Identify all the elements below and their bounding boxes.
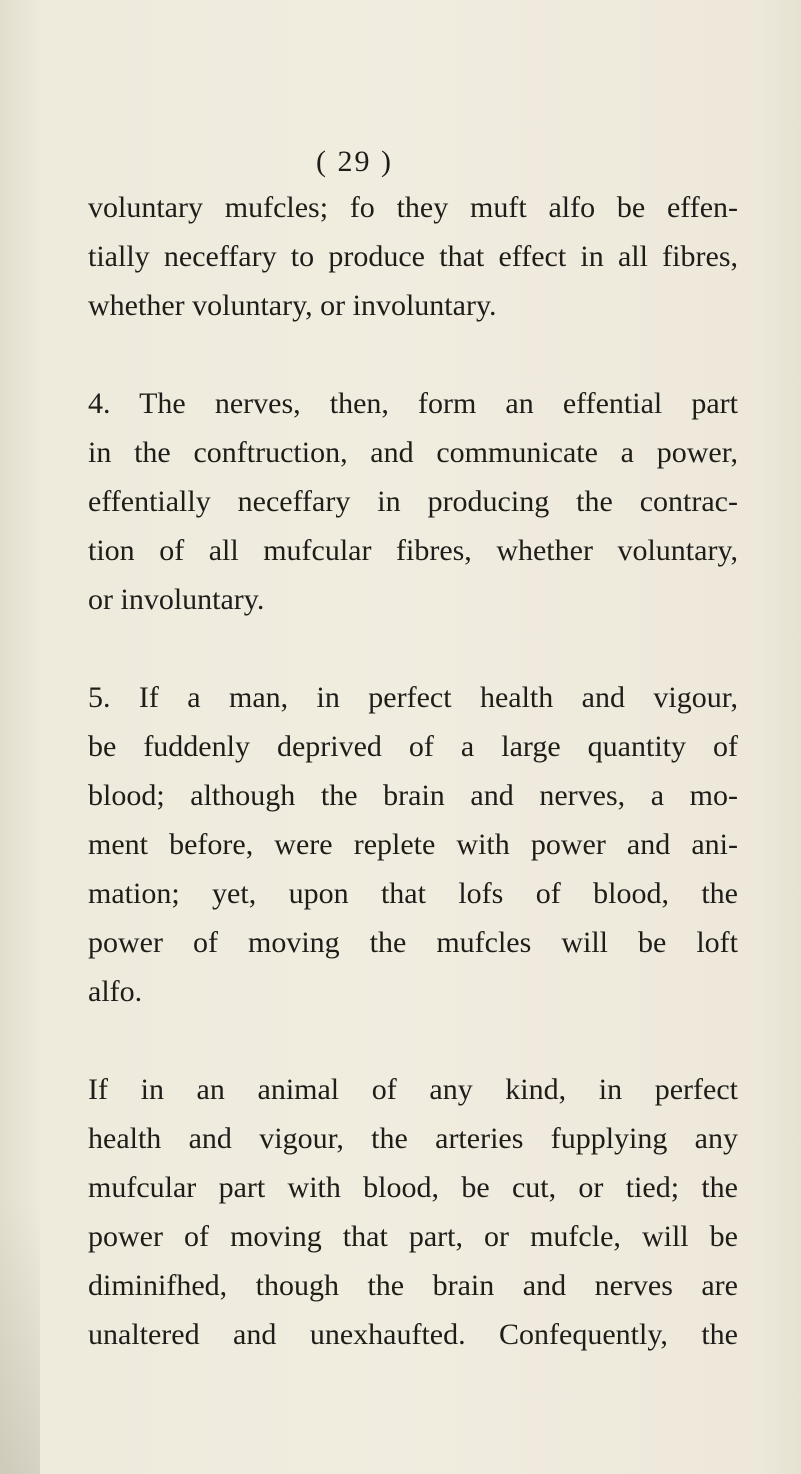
text-line: ment before, were replete with power and ani- [88, 828, 738, 861]
text-line: tially neceffary to produce that effect in all fibres, [88, 240, 738, 273]
text-line: mation; yet, upon that lofs of blood, the [88, 877, 738, 910]
text-line: whether voluntary, or involuntary. [88, 289, 497, 322]
text-line: health and vigour, the arteries fupplying any [88, 1122, 738, 1155]
text-line: be fuddenly deprived of a large quantity of [88, 730, 738, 763]
paragraph [88, 183, 738, 330]
text-line: voluntary mufcles; fo they muft alfo be effen- [88, 191, 738, 224]
paragraph [88, 673, 738, 1016]
text-line: blood; although the brain and nerves, a mo- [88, 779, 738, 812]
text-line: diminifhed, though the brain and nerves are [88, 1269, 738, 1302]
page-shadow [0, 1200, 40, 1474]
text-line: effentially neceffary in producing the contrac- [88, 485, 738, 518]
text-line: power of moving that part, or mufcle, will be [88, 1220, 738, 1253]
text-line: or involuntary. [88, 583, 265, 616]
paragraph-gap [88, 330, 738, 379]
paragraph [88, 1065, 738, 1359]
text-line: 5. If a man, in perfect health and vigour, [88, 681, 738, 714]
text-line: in the conftruction, and communicate a power, [88, 436, 738, 469]
text-line: alfo. [88, 975, 143, 1008]
paragraph-gap [88, 1016, 738, 1065]
text-line: power of moving the mufcles will be loft [88, 926, 738, 959]
paragraph [88, 379, 738, 624]
body-text [88, 183, 738, 1359]
text-line: unaltered and unexhaufted. Confequently, the [88, 1318, 738, 1351]
page-number: ( 29 ) [316, 145, 393, 178]
text-line: If in an animal of any kind, in perfect [88, 1073, 738, 1106]
text-line: mufcular part with blood, be cut, or tied; the [88, 1171, 738, 1204]
text-line: 4. The nerves, then, form an effential part [88, 387, 738, 420]
text-line: tion of all mufcular fibres, whether voluntary, [88, 534, 738, 567]
paragraph-gap [88, 624, 738, 673]
